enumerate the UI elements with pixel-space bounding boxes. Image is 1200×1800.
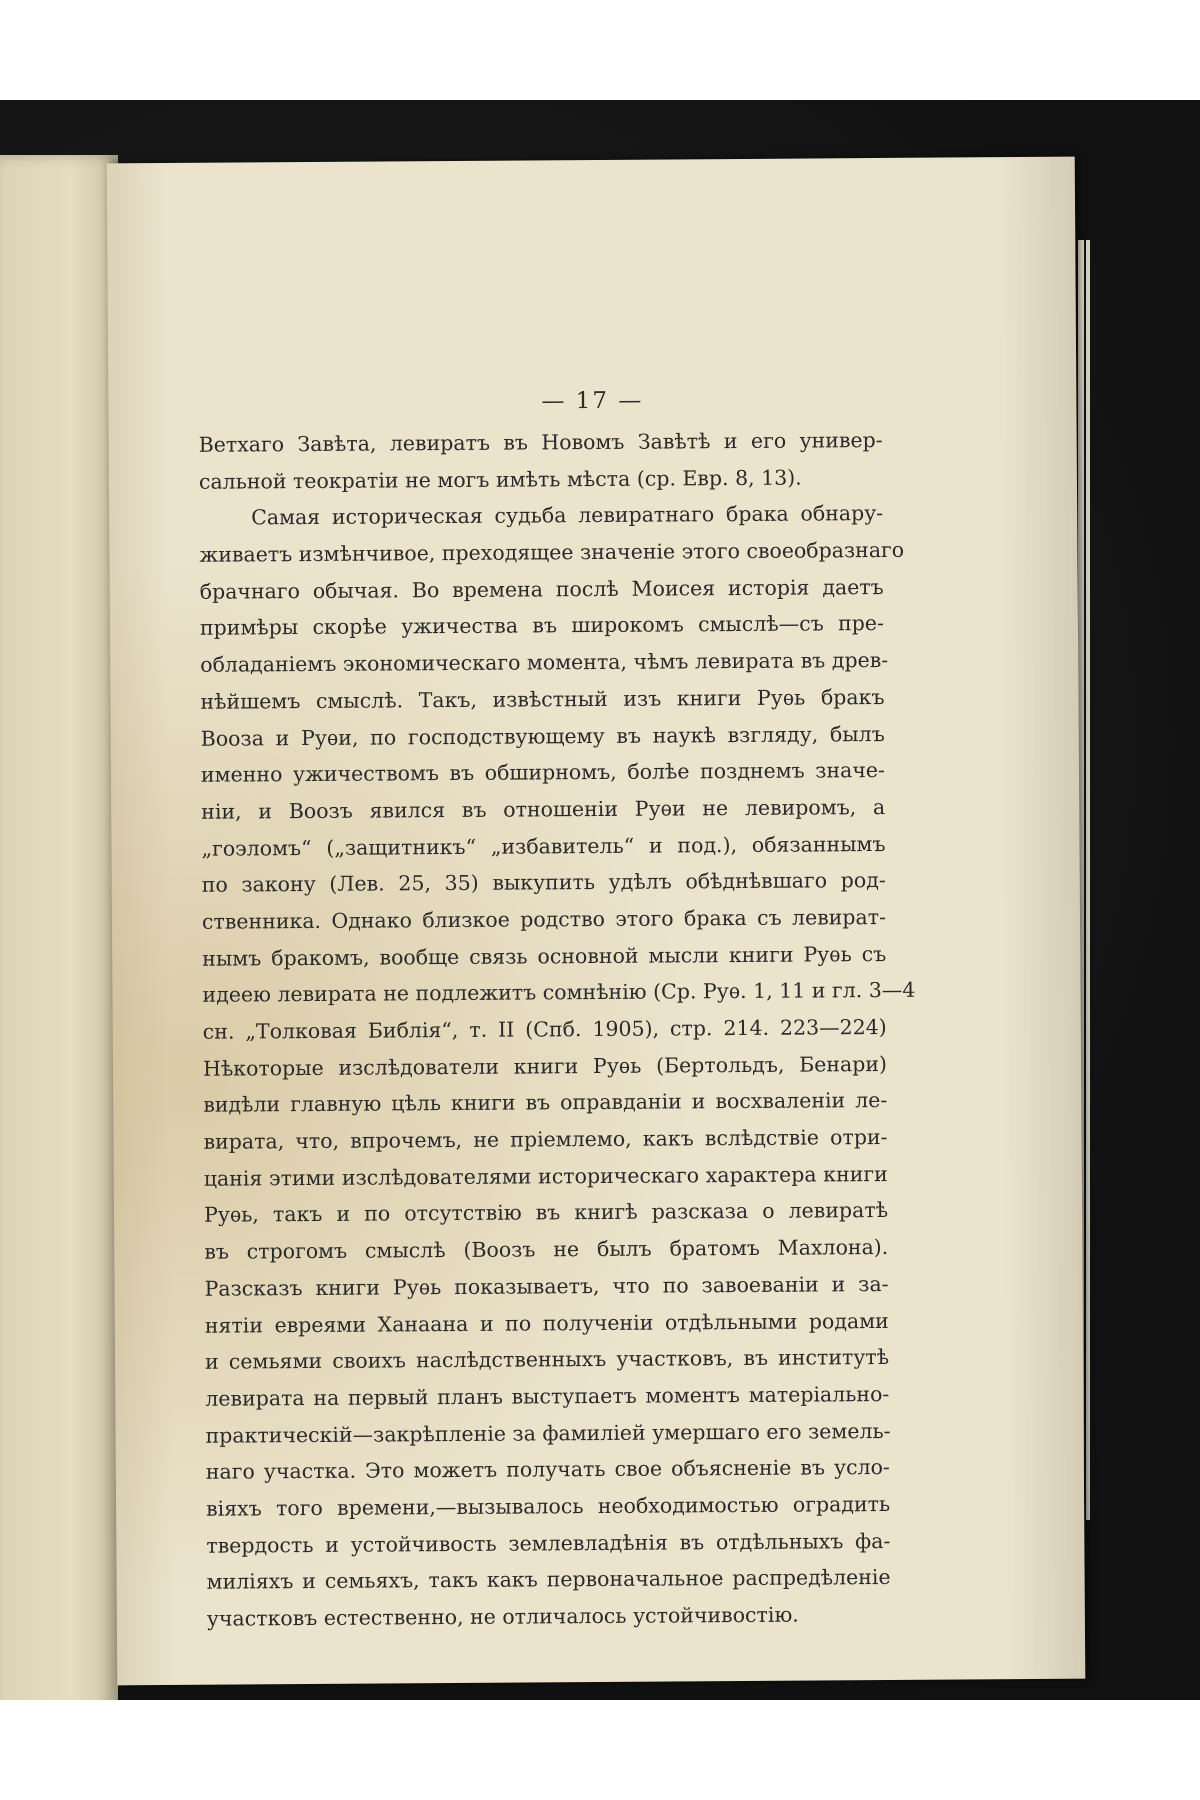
text-line: видѣли главную цѣль книги въ оправданіи и восхваленіи ле-: [203, 1088, 888, 1118]
text-line: Самая историческая судьба левиратнаго брака обнару-: [251, 501, 884, 530]
text-line: примѣры скорѣе ужичества въ широкомъ смыслѣ—съ пре-: [199, 611, 885, 641]
text-line: миліяхъ и семьяхъ, такъ какъ первоначальное распредѣленіе: [206, 1565, 891, 1595]
book-page: [107, 157, 1086, 1686]
text-line: „гоэломъ“ („защитникъ“ „избавитель“ и под.), обязаннымъ: [201, 831, 886, 861]
text-line: участковъ естественно, не отличалось устойчивостію.: [206, 1602, 799, 1631]
text-line: практическій—закрѣпленіе за фамиліей умершаго его земель-: [205, 1418, 891, 1448]
text-line: цанія этими изслѣдователями историческаго характера книги: [203, 1161, 888, 1191]
text-line: левирата на первый планъ выступаетъ моментъ матеріально-: [205, 1381, 890, 1411]
text-line: ственника. Однако близкое родство этого брака съ левират-: [201, 904, 887, 934]
text-line: по закону (Лев. 25, 35) выкупить удѣлъ обѣднѣвшаго род-: [201, 868, 886, 898]
text-line: сальной теократіи не могъ имѣть мѣста (ср. Евр. 8, 13).: [198, 465, 802, 494]
text-line: нятіи евреями Ханаана и по полученіи отдѣльными родами: [204, 1308, 889, 1338]
body-text: [198, 422, 916, 1637]
text-line: въ строгомъ смыслѣ (Воозъ не былъ братомъ Махлона).: [204, 1235, 889, 1264]
text-line: вирата, что, впрочемъ, не пріемлемо, какъ вслѣдствіе отри-: [203, 1125, 888, 1154]
text-line: наго участка. Это можетъ получать свое объясненіе въ усло-: [205, 1455, 890, 1484]
text-line: Разсказъ книги Руѳь показываетъ, что по завоеваніи и за-: [204, 1271, 889, 1301]
text-line: нымъ бракомъ, вообще связь основной мысли книги Руѳь съ: [202, 941, 887, 971]
text-line: Нѣкоторые изслѣдователи книги Руѳь (Бертольдъ, Бенари): [202, 1051, 888, 1081]
text-line: именно ужичествомъ въ обширномъ, болѣе позднемъ значе-: [200, 758, 886, 787]
photo-background: [0, 100, 1200, 1700]
facing-page-edge: [0, 155, 118, 1700]
text-line: идеею левирата не подлежитъ сомнѣнію (Ср. Руѳ. 1, 11 и гл. 3—4: [202, 978, 916, 1008]
page-number: — 17 —: [541, 387, 644, 415]
text-line: віяхъ того времени,—вызывалось необходимостью оградить: [206, 1491, 891, 1521]
text-line: ніи, и Воозъ явился въ отношеніи Руѳи не левиромъ, а: [201, 794, 886, 824]
text-line: твердость и устойчивость землевладѣнія въ отдѣльныхъ фа-: [206, 1528, 891, 1558]
text-line: нѣйшемъ смыслѣ. Такъ, извѣстный изъ книги Руѳь бракъ: [200, 684, 885, 714]
text-line: брачнаго обычая. Во времена послѣ Моисея исторія даетъ: [199, 574, 884, 604]
text-line: и семьями своихъ наслѣдственныхъ участковъ, въ институтѣ: [204, 1345, 890, 1374]
page-stack-edge: [1086, 240, 1090, 1520]
text-line: Вооза и Руѳи, по господствующему въ наукѣ взгляду, былъ: [200, 721, 885, 751]
text-line: сн. „Толковая Библія“, т. II (Спб. 1905), стр. 214. 223—224): [202, 1014, 887, 1044]
text-line: живаетъ измѣнчивое, преходящее значеніе этого своеобразнаго: [199, 537, 905, 567]
text-line: Ветхаго Завѣта, левиратъ въ Новомъ Завѣтѣ и его универ-: [198, 427, 883, 457]
text-line: обладаніемъ экономическаго момента, чѣмъ левирата въ древ-: [200, 648, 889, 677]
text-line: Руѳь, такъ и по отсутствію въ книгѣ разсказа о левиратѣ: [203, 1198, 889, 1228]
